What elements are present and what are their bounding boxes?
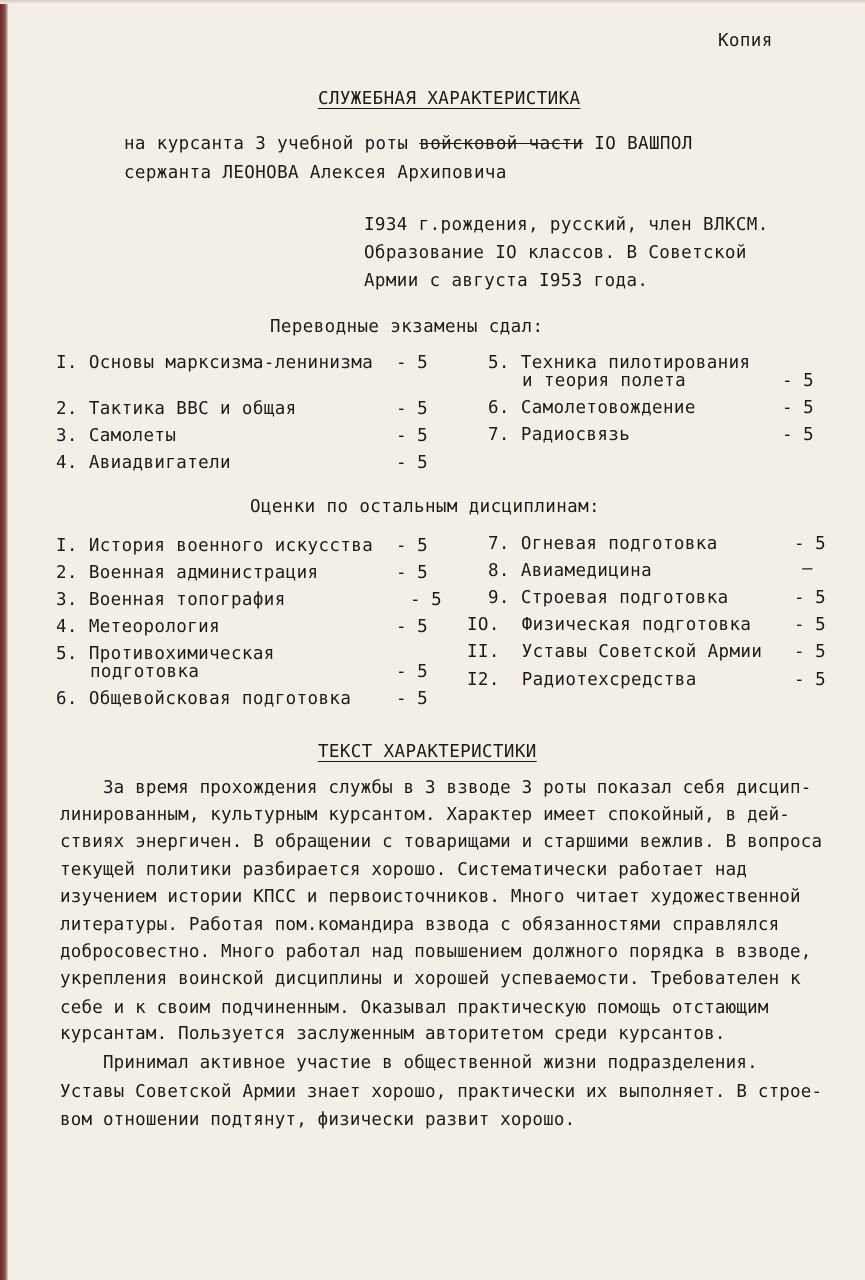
exam-row	[56, 452, 231, 474]
paragraph-line: линированным, культурным курсантом. Характер имеет спокойный, в дей-	[60, 805, 791, 825]
paragraph-line: ствиях энергичен. В обращении с товарищами и старшими вежлив. В вопроса	[60, 832, 823, 852]
exam-number: 3.	[56, 426, 78, 446]
page-top-edge	[0, 0, 865, 4]
grade-row	[56, 535, 373, 557]
exam-row	[56, 398, 297, 420]
exam-grade: - 5	[396, 353, 428, 373]
exam-number: 6.	[488, 398, 510, 418]
grade-row	[488, 587, 729, 609]
exam-grade: - 5	[396, 399, 428, 419]
grade-subject: Радиотехсредства	[521, 670, 697, 690]
grade-value: - 5	[396, 536, 428, 556]
exam-subject: Тактика ВВС и общая	[88, 399, 297, 419]
grade-subject: Авиамедицина	[520, 561, 653, 581]
bio-line: I934 г.рождения, русский, член ВЛКСМ.	[364, 215, 769, 235]
grade-number: 5.	[56, 644, 78, 664]
cadet-unit-line	[124, 133, 693, 155]
grade-value: - 5	[396, 689, 428, 709]
grade-subject: Общевойсковая подготовка	[88, 689, 352, 709]
exam-row	[56, 352, 373, 374]
grade-subject: Противохимическая	[88, 644, 275, 664]
grade-number: 6.	[56, 689, 78, 709]
cadet-name-line: сержанта ЛЕОНОВА Алексея Архиповича	[124, 163, 507, 183]
exam-subject: Основы марксизма-ленинизма	[88, 353, 374, 373]
grade-value: - 5	[794, 534, 826, 554]
grade-row	[467, 641, 762, 663]
paragraph-line: добросовестно. Много работал над повышением должного порядка в взводе,	[60, 942, 812, 962]
exam-subject: Радиосвязь	[520, 425, 631, 445]
grade-row	[488, 533, 718, 555]
exam-grade: - 5	[782, 398, 814, 418]
exam-subject: Самолеты	[88, 426, 177, 446]
exam-grade: - 5	[396, 453, 428, 473]
grade-subject: Физическая подготовка	[521, 615, 752, 635]
other-grades-heading: Оценки по остальным дисциплинам:	[250, 497, 600, 517]
exam-subject-continued: и теория полета	[522, 371, 687, 391]
cadet-unit-prefix: на курсанта 3 учебной роты	[124, 134, 420, 154]
characteristic-heading: ТЕКСТ ХАРАКТЕРИСТИКИ	[318, 742, 537, 762]
grade-row	[56, 688, 351, 710]
grade-number: 8.	[488, 561, 510, 581]
copy-label: Копия	[718, 31, 773, 51]
bio-line: Образование IO классов. В Советской	[364, 243, 747, 263]
exam-number: 5.	[488, 353, 510, 373]
grade-value: - 5	[396, 563, 428, 583]
cadet-unit-suffix: IO ВАШПОЛ	[583, 134, 693, 154]
grade-row	[467, 669, 697, 691]
paragraph-line: изучением истории КПСС и первоисточников. Много читает художественной	[60, 887, 801, 907]
binding-edge	[0, 0, 8, 1280]
grade-number: I2.	[467, 670, 500, 690]
bio-line: Армии с августа I953 года.	[364, 271, 649, 291]
exam-number: 2.	[56, 399, 78, 419]
grade-subject: Строевая подготовка	[520, 588, 729, 608]
grade-subject-continued: подготовка	[90, 662, 200, 682]
paragraph-line: Принимал активное участие в общественной жизни подразделения.	[60, 1053, 758, 1073]
paragraph-line: За время прохождения службы в 3 взводе 3 роты показал себя дисцип-	[60, 778, 812, 798]
transfer-exams-heading: Переводные экзамены сдал:	[270, 317, 544, 337]
grade-number: II.	[467, 642, 500, 662]
exam-number: I.	[56, 353, 78, 373]
grade-value: - 5	[794, 642, 826, 662]
exam-number: 4.	[56, 453, 78, 473]
exam-subject: Авиадвигатели	[88, 453, 231, 473]
exam-grade: - 5	[396, 426, 428, 446]
grade-subject: Огневая подготовка	[520, 534, 718, 554]
grade-number: 2.	[56, 563, 78, 583]
grade-number: 9.	[488, 588, 510, 608]
grade-subject: Военная топография	[88, 590, 286, 610]
grade-number: 3.	[56, 590, 78, 610]
grade-value: - 5	[410, 590, 442, 610]
grade-row	[56, 589, 286, 611]
paragraph-line: литературы. Работая пом.командира взвода с обязанностями справлялся	[60, 915, 780, 935]
paragraph-line: укрепления воинской дисциплины и хорошей успеваемости. Требователен к	[60, 969, 801, 989]
exam-row	[488, 424, 630, 446]
grade-row	[56, 616, 220, 638]
grade-value: - 5	[794, 615, 826, 635]
grade-subject: Метеорология	[88, 617, 221, 637]
grade-value: - 5	[396, 617, 428, 637]
grade-number: I.	[56, 536, 78, 556]
grade-subject: Уставы Советской Армии	[521, 642, 763, 662]
grade-row	[488, 560, 652, 582]
exam-number: 7.	[488, 425, 510, 445]
grade-value: - 5	[794, 588, 826, 608]
paragraph-line: курсантам. Пользуется заслуженным авторитетом среди курсантов.	[60, 1024, 726, 1044]
grade-row	[467, 614, 751, 636]
grade-subject: История военного искусства	[88, 536, 374, 556]
exam-row	[56, 425, 176, 447]
grade-value: - 5	[396, 662, 428, 682]
grade-row	[56, 562, 318, 584]
paragraph-line: текущей политики разбирается хорошо. Систематически работает над	[60, 860, 748, 880]
grade-number: 7.	[488, 534, 510, 554]
exam-grade: - 5	[782, 425, 814, 445]
grade-number: IO.	[467, 615, 500, 635]
grade-value: - 5	[794, 670, 826, 690]
struck-text: войсковой части	[419, 134, 584, 154]
paragraph-line: Уставы Советской Армии знает хорошо, практически их выполняет. В строе-	[60, 1082, 823, 1102]
exam-grade: - 5	[782, 371, 814, 391]
exam-row	[488, 397, 696, 419]
exam-subject: Техника пилотирования	[520, 353, 751, 373]
paragraph-line: себе и к своим подчиненным. Оказывал практическую помощь отстающим	[60, 998, 769, 1018]
grade-value: —	[802, 559, 813, 579]
paragraph-line: вом отношении подтянут, физически развит хорошо.	[60, 1110, 576, 1130]
document-title: СЛУЖЕБНАЯ ХАРАКТЕРИСТИКА	[318, 89, 581, 109]
exam-subject: Самолетовождение	[520, 398, 696, 418]
grade-number: 4.	[56, 617, 78, 637]
grade-subject: Военная администрация	[88, 563, 319, 583]
